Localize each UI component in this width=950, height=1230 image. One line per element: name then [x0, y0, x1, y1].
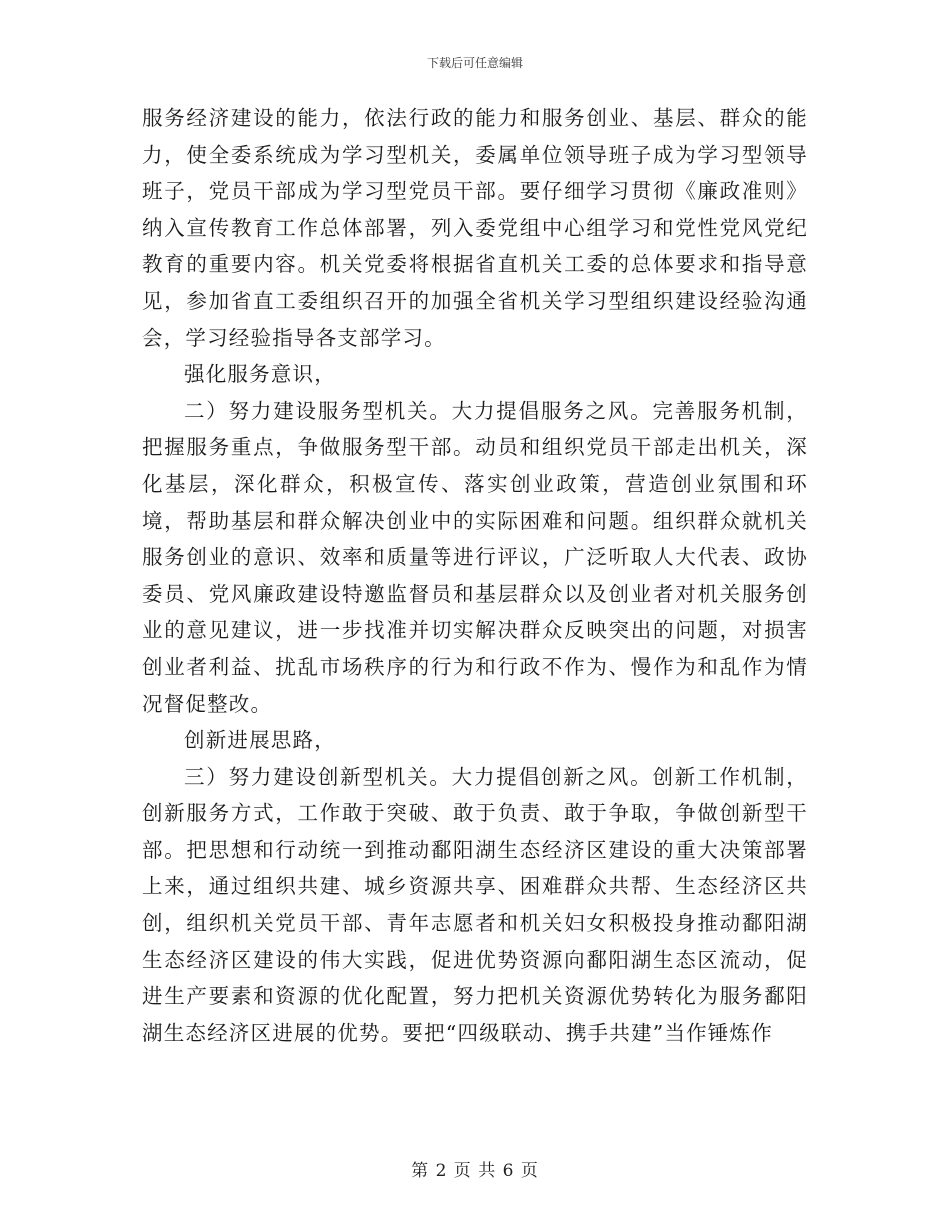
paragraph-heading-innovation: 创新进展思路， [184, 728, 336, 753]
document-body [142, 100, 808, 1051]
paragraph-heading-service: 强化服务意识， [184, 362, 336, 387]
page-header-note: 下载后可任意编辑 [426, 56, 523, 70]
paragraph-continuation: 服务经济建设的能力，依法行政的能力和服务创业、基层、群众的能力，使全委系统成为学习型机关，委属单位领导班子成为学习型领导班子，党员干部成为学习型党员干部。要仔细学习贯彻《廉政准则》纳入宣传教育工作总体部署，列入委党组中心组学习和党性党风党纪教育的重要内容。机关党委将根据省直机关工委的总体要求和指导意见，参加省直工委组织召开的加强全省机关学习型组织建设经验沟通会，学习经验指导各支部学习。 [142, 106, 808, 350]
paragraph-service-organ: 二）努力建设服务型机关。大力提倡服务之风。完善服务机制，把握服务重点，争做服务型干部。动员和组织党员干部走出机关，深化基层，深化群众，积极宣传、落实创业政策，营造创业氛围和环境，帮助基层和群众解决创业中的实际困难和问题。组织群众就机关服务创业的意识、效率和质量等进行评议，广泛听取人大代表、政协委员、党风廉政建设特邀监督员和基层群众以及创业者对机关服务创业的意见建议，进一步找准并切实解决群众反映突出的问题，对损害创业者利益、扰乱市场秩序的行为和行政不作为、慢作为和乱作为情况督促整改。 [142, 398, 808, 716]
paragraph-innovation-organ: 三）努力建设创新型机关。大力提倡创新之风。创新工作机制，创新服务方式，工作敢于突破、敢于负责、敢于争取，争做创新型干部。把思想和行动统一到推动鄱阳湖生态经济区建设的重大决策部署上来，通过组织共建、城乡资源共享、困难群众共帮、生态经济区共创，组织机关党员干部、青年志愿者和机关妇女积极投身推动鄱阳湖生态经济区建设的伟大实践，促进优势资源向鄱阳湖生态区流动，促进生产要素和资源的优化配置，努力把机关资源优势转化为服务鄱阳湖生态经济区进展的优势。要把“四级联动、携手共建”当作锤炼作 [142, 764, 808, 1045]
page-footer-page-number: 第 2 页 共 6 页 [411, 1161, 539, 1181]
